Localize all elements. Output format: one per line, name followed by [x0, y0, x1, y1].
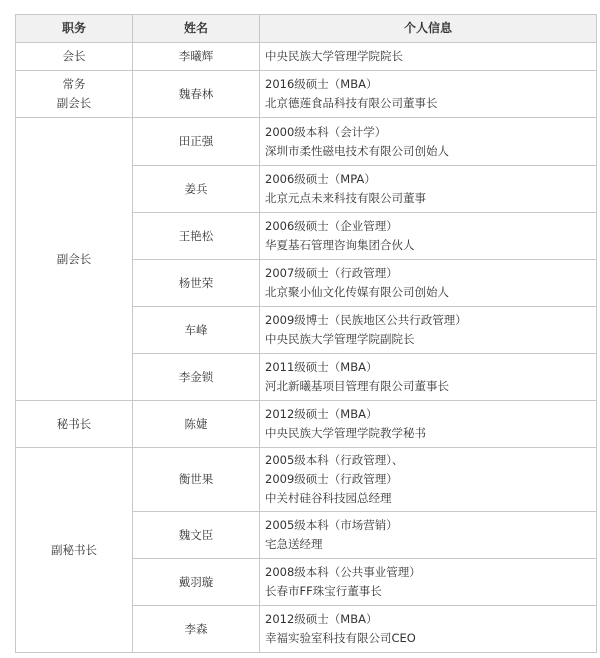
name-cell: 姜兵 [133, 166, 260, 213]
info-line: 2007级硕士（行政管理） [265, 266, 398, 280]
info-cell [260, 307, 597, 354]
info-line: 中央民族大学管理学院院长 [265, 49, 403, 63]
table-row [16, 71, 597, 118]
info-line: 2012级硕士（MBA） [265, 612, 378, 626]
position-line: 副会长 [56, 96, 92, 110]
info-cell [260, 260, 597, 307]
info-line: 2006级硕士（MPA） [265, 172, 376, 186]
info-line: 北京元点未来科技有限公司董事 [265, 191, 426, 205]
info-line: 2000级本科（会计学） [265, 124, 387, 139]
info-cell [260, 559, 597, 606]
info-line: 幸福实验室科技有限公司CEO [265, 631, 416, 645]
header-info: 个人信息 [260, 15, 597, 43]
table-row [16, 43, 597, 71]
name-cell: 杨世荣 [133, 260, 260, 307]
info-cell [260, 118, 597, 166]
info-line: 2009级博士（民族地区公共行政管理） [265, 313, 467, 327]
info-line: 2008级本科（公共事业管理） [265, 565, 421, 579]
info-line: 长春市FF珠宝行董事长 [265, 584, 382, 598]
header-name: 姓名 [133, 15, 260, 43]
name-cell: 魏文臣 [133, 512, 260, 559]
info-line: 2006级硕士（企业管理） [265, 219, 398, 233]
header-position: 职务 [16, 15, 133, 43]
info-line: 深圳市柔性磁电技术有限公司创始人 [265, 143, 449, 158]
info-line: 2012级硕士（MBA） [265, 407, 378, 421]
name-cell: 戴羽璇 [133, 559, 260, 606]
name-cell: 李金锁 [133, 354, 260, 401]
info-line: 中关村硅谷科技园总经理 [265, 491, 392, 505]
name-cell: 衡世果 [133, 448, 260, 512]
info-cell [260, 448, 597, 512]
position-cell [16, 71, 133, 118]
name-cell: 李曦辉 [133, 43, 260, 71]
info-cell [260, 354, 597, 401]
info-line: 北京聚小仙文化传媒有限公司创始人 [265, 285, 449, 299]
name-cell: 陈婕 [133, 401, 260, 448]
name-cell: 魏春林 [133, 71, 260, 118]
info-cell [260, 166, 597, 213]
info-cell [260, 512, 597, 559]
info-line: 2009级硕士（行政管理） [265, 472, 398, 486]
info-line: 2011级硕士（MBA） [265, 360, 378, 374]
info-line: 2005级本科（行政管理）、 [265, 453, 404, 467]
name-cell: 李森 [133, 606, 260, 653]
position-cell: 副会长 [16, 118, 133, 401]
info-line: 中央民族大学管理学院副院长 [265, 332, 415, 346]
info-cell [260, 71, 597, 118]
table-row [16, 448, 597, 512]
position-cell: 副秘书长 [16, 448, 133, 653]
info-line: 2005级本科（市场营销） [265, 518, 398, 532]
info-line: 北京德莲食品科技有限公司董事长 [265, 96, 438, 110]
info-line: 中央民族大学管理学院教学秘书 [265, 426, 426, 440]
name-cell: 车峰 [133, 307, 260, 354]
table-row [16, 118, 597, 166]
council-table [15, 14, 597, 653]
info-cell [260, 213, 597, 260]
position-line: 常务 [62, 77, 86, 91]
info-cell [260, 401, 597, 448]
info-line: 2016级硕士（MBA） [265, 77, 378, 91]
info-line: 河北新曦基项目管理有限公司董事长 [265, 379, 449, 393]
name-cell: 王艳松 [133, 213, 260, 260]
info-line: 华夏基石管理咨询集团合伙人 [265, 238, 415, 252]
info-cell [260, 606, 597, 653]
info-cell [260, 43, 597, 71]
table-row [16, 401, 597, 448]
position-cell: 秘书长 [16, 401, 133, 448]
position-cell: 会长 [16, 43, 133, 71]
name-cell: 田正强 [133, 118, 260, 166]
header-row [16, 15, 597, 43]
info-line: 宅急送经理 [265, 537, 323, 551]
